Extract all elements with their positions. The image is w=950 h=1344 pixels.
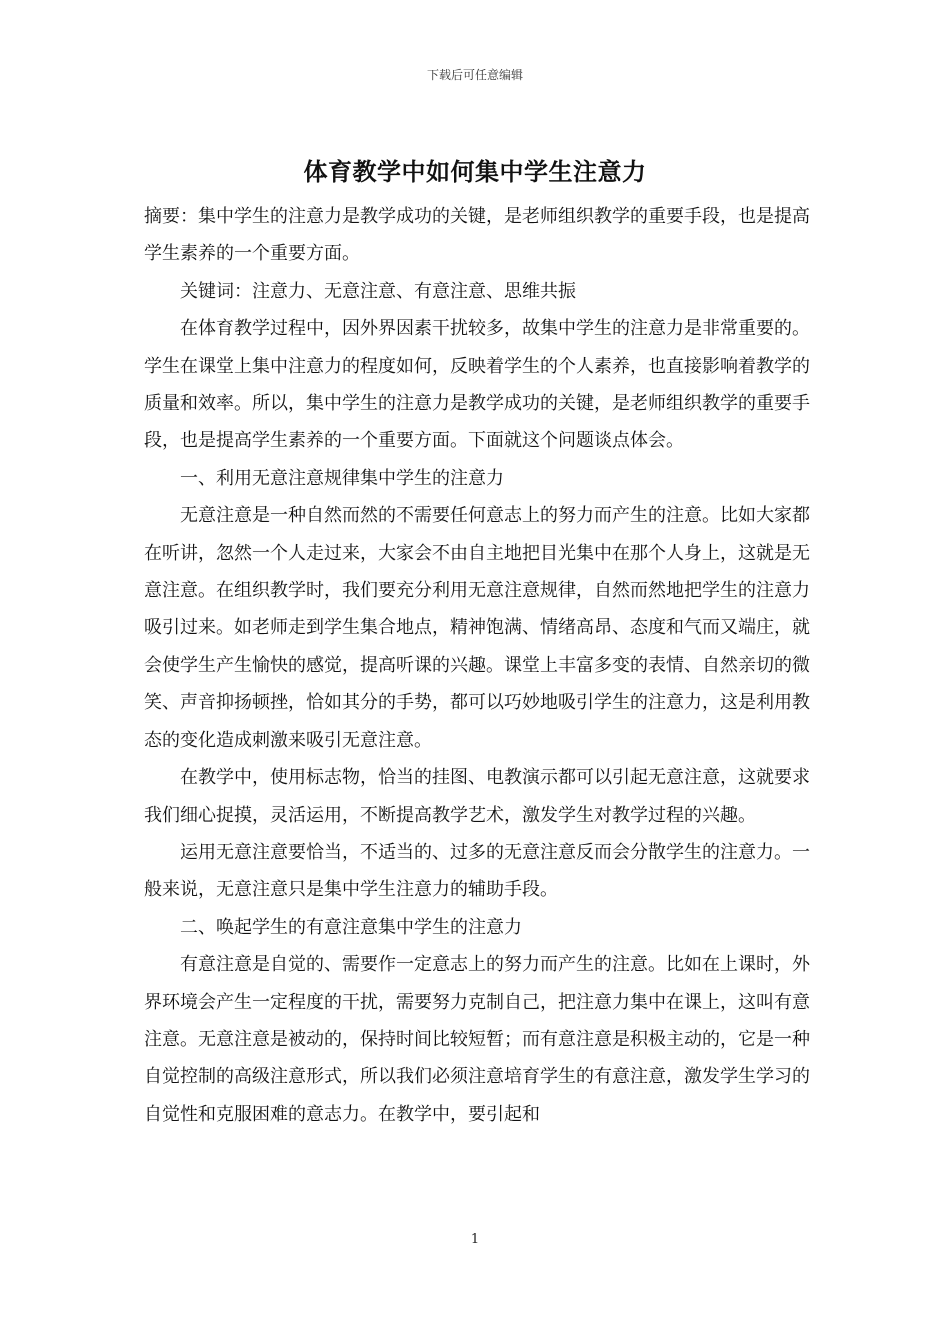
body-paragraph: 在教学中，使用标志物，恰当的挂图、电教演示都可以引起无意注意，这就要求我们细心捉摸，灵活运用，不断提高教学艺术，激发学生对教学过程的兴趣。 <box>144 767 810 826</box>
page-number: 1 <box>470 1232 480 1247</box>
page-header: 下载后可任意编辑 <box>426 68 523 82</box>
section-heading-2: 二、唤起学生的有意注意集中学生的注意力 <box>180 916 522 938</box>
document-body <box>144 198 810 1133</box>
section-heading-1: 一、利用无意注意规律集中学生的注意力 <box>180 467 504 489</box>
keywords-paragraph: 关键词：注意力、无意注意、有意注意、思维共振 <box>180 280 576 302</box>
document-title: 体育教学中如何集中学生注意力 <box>303 157 647 186</box>
body-paragraph: 无意注意是一种自然而然的不需要任何意志上的努力而产生的注意。比如大家都在听讲，忽然一个人走过来，大家会不由自主地把目光集中在那个人身上，这就是无意注意。在组织教学时，我们要充分利用无意注意规律，自然而然地把学生的注意力吸引过来。如老师走到学生集合地点，精神饱满、情绪高昂、态度和气而又端庄，就会使学生产生愉快的感觉，提高听课的兴趣。课堂上丰富多变的表情、自然亲切的微笑、声音抑扬顿挫，恰如其分的手势，都可以巧妙地吸引学生的注意力，这是利用教态的变化造成刺激来吸引无意注意。 <box>144 505 810 751</box>
body-paragraph: 有意注意是自觉的、需要作一定意志上的努力而产生的注意。比如在上课时，外界环境会产生一定程度的干扰，需要努力克制自己，把注意力集中在课上，这叫有意注意。无意注意是被动的，保持时间比较短暂；而有意注意是积极主动的，它是一种自觉控制的高级注意形式，所以我们必须注意培育学生的有意注意，激发学生学习的自觉性和克服困难的意志力。在教学中，要引起和 <box>144 954 810 1125</box>
intro-paragraph: 在体育教学过程中，因外界因素干扰较多，故集中学生的注意力是非常重要的。学生在课堂上集中注意力的程度如何，反映着学生的个人素养，也直接影响着教学的质量和效率。所以，集中学生的注意力是教学成功的关键，是老师组织教学的重要手段，也是提高学生素养的一个重要方面。下面就这个问题谈点体会。 <box>144 318 810 452</box>
abstract-paragraph: 摘要：集中学生的注意力是教学成功的关键，是老师组织教学的重要手段，也是提高学生素养的一个重要方面。 <box>144 206 810 265</box>
body-paragraph: 运用无意注意要恰当，不适当的、过多的无意注意反而会分散学生的注意力。一般来说，无意注意只是集中学生注意力的辅助手段。 <box>144 841 810 901</box>
